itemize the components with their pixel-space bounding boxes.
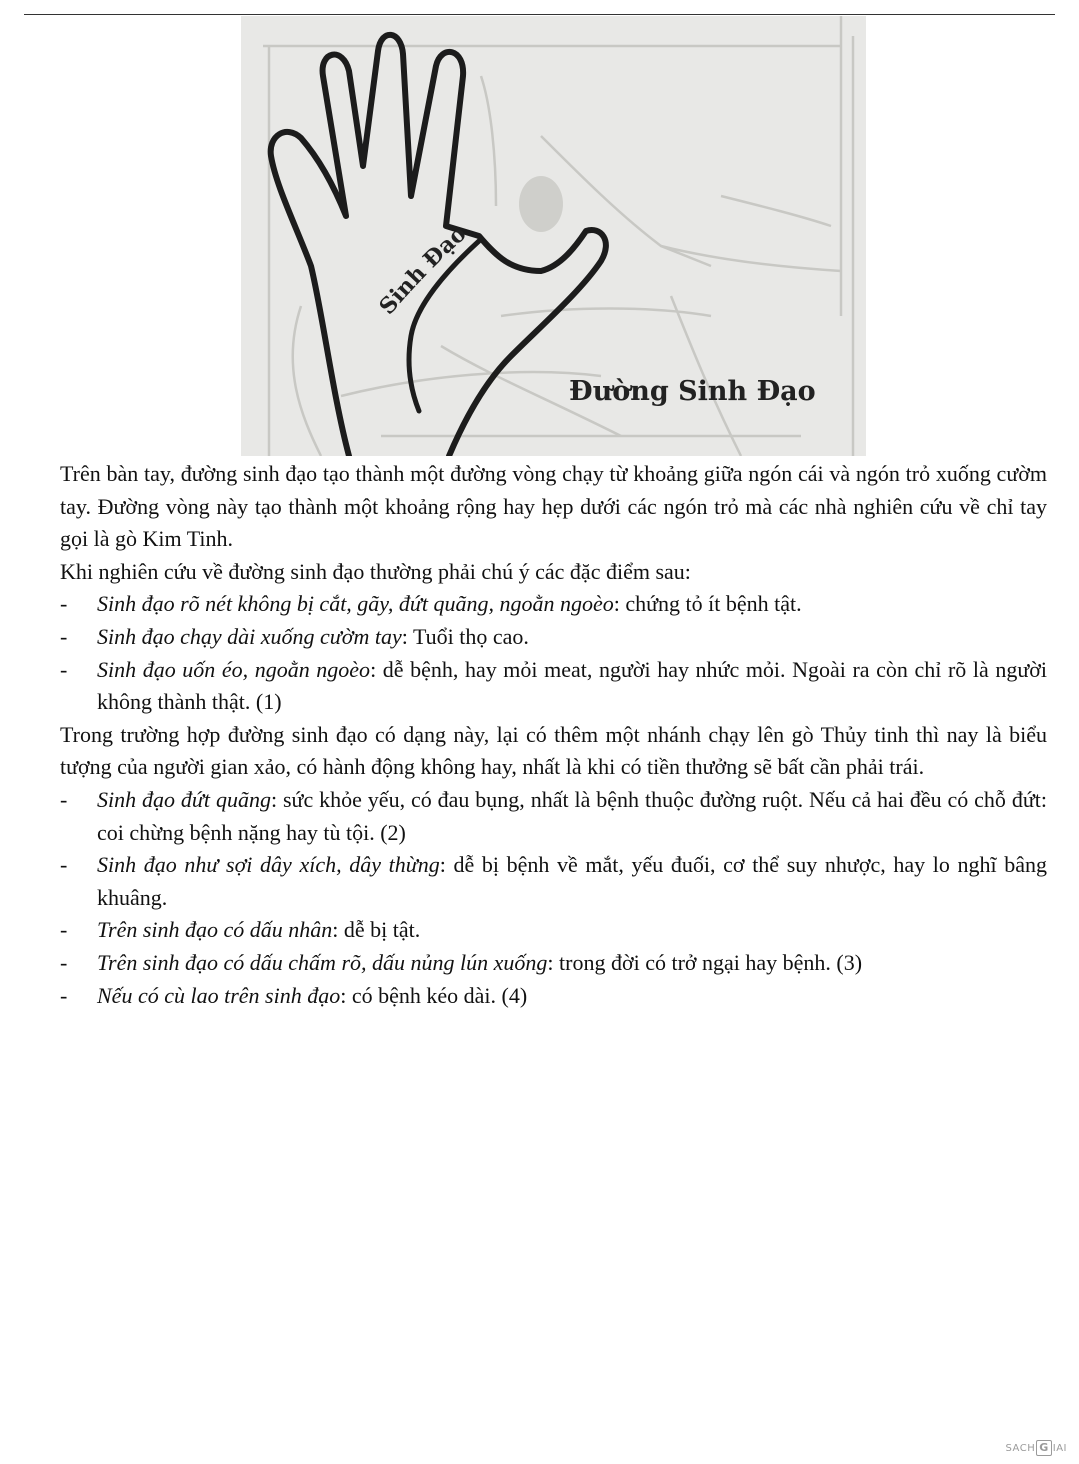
life-line-label: Sinh Đạo	[374, 220, 472, 320]
list-item-term: Trên sinh đạo có dấu chấm rõ, dấu nủng lún xuống	[97, 949, 548, 975]
list-item-desc: : dễ bị tật.	[332, 917, 421, 943]
figure-caption: Đường Sinh Đạo	[569, 376, 816, 407]
paragraph-branch-note: Trong trường hợp đường sinh đạo có dạng này, lại có thêm một nhánh chạy lên gò Thủy tinh thì nay là biểu tượng của người gian xảo, có hành động không hay, nhất là khi có tiền thưởng sẽ bất cần phải trái.	[60, 721, 1047, 780]
header-rule	[24, 14, 1055, 15]
list-item: - Sinh đạo chạy dài xuống cườm tay: Tuổi thọ cao.	[60, 623, 529, 649]
list-item-desc: : chứng tỏ ít bệnh tật.	[613, 591, 802, 617]
list-item-desc: : có bệnh kéo dài. (4)	[340, 982, 528, 1008]
list-item-term: Sinh đạo đứt quãng	[97, 786, 271, 812]
list-item-desc: : dễ bị bệnh về mắt, yếu đuối, cơ thể suy nhược, hay lo nghĩ bâng khuâng.	[97, 852, 1047, 910]
list-item: - Sinh đạo uốn éo, ngoằn ngoèo: dễ bệnh, hay mỏi meat, người hay nhức mỏi. Ngoài ra còn chỉ rõ là người không thành thật. (1)	[60, 656, 1047, 715]
list-item: - Nếu có cù lao trên sinh đạo: có bệnh kéo dài. (4)	[60, 982, 528, 1008]
list-item: - Trên sinh đạo có dấu nhân: dễ bị tật.	[60, 917, 421, 943]
list-item-term: Trên sinh đạo có dấu nhân	[97, 917, 333, 943]
article-body	[60, 458, 1047, 1012]
list-item: - Sinh đạo rõ nét không bị cắt, gãy, đứt quãng, ngoằn ngoèo: chứng tỏ ít bệnh tật.	[60, 591, 802, 617]
list-item-term: Sinh đạo uốn éo, ngoằn ngoèo	[97, 656, 371, 682]
list-item: - Trên sinh đạo có dấu chấm rõ, dấu nủng lún xuống: trong đời có trở ngại hay bệnh. (3)	[60, 949, 863, 975]
list-item-term: Sinh đạo chạy dài xuống cườm tay	[97, 623, 402, 649]
palm-illustration	[241, 16, 866, 456]
paragraph-intro: Trên bàn tay, đường sinh đạo tạo thành một đường vòng chạy từ khoảng giữa ngón cái và ngón trỏ xuống cườm tay. Đường vòng này tạo thành một khoảng rộng hay hẹp dưới các ngón trỏ mà các nhà nghiên cứu về chỉ tay gọi là gò Kim Tinh.	[60, 461, 1047, 552]
site-watermark-logo: SACH G IAI	[1005, 1441, 1067, 1454]
list-item-term: Sinh đạo rõ nét không bị cắt, gãy, đứt quãng, ngoằn ngoèo	[97, 591, 614, 617]
list-item-term: Sinh đạo như sợi dây xích, dây thừng	[97, 852, 440, 878]
paragraph-features-intro: Khi nghiên cứu về đường sinh đạo thường phải chú ý các đặc điểm sau:	[60, 558, 691, 584]
list-item-desc: : sức khỏe yếu, có đau bụng, nhất là bệnh thuộc đường ruột. Nếu cả hai đều có chỗ đứt: coi chừng bệnh nặng hay tù tội. (2)	[97, 786, 1047, 845]
list-item: - Sinh đạo như sợi dây xích, dây thừng: dễ bị bệnh về mắt, yếu đuối, cơ thể suy nhược, hay lo nghĩ bâng khuâng.	[60, 852, 1047, 910]
list-item-desc: : Tuổi thọ cao.	[401, 623, 529, 649]
list-item-desc: : dễ bệnh, hay mỏi meat, người hay nhức mỏi. Ngoài ra còn chỉ rõ là người không thành thật. (1)	[97, 656, 1047, 715]
fingerprint-smudge	[519, 176, 563, 232]
list-item-desc: : trong đời có trở ngại hay bệnh. (3)	[547, 949, 863, 975]
list-item: - Sinh đạo đứt quãng: sức khỏe yếu, có đau bụng, nhất là bệnh thuộc đường ruột. Nếu cả hai đều có chỗ đứt: coi chừng bệnh nặng hay tù tội. (2)	[60, 786, 1047, 845]
list-item-term: Nếu có cù lao trên sinh đạo	[97, 982, 341, 1008]
